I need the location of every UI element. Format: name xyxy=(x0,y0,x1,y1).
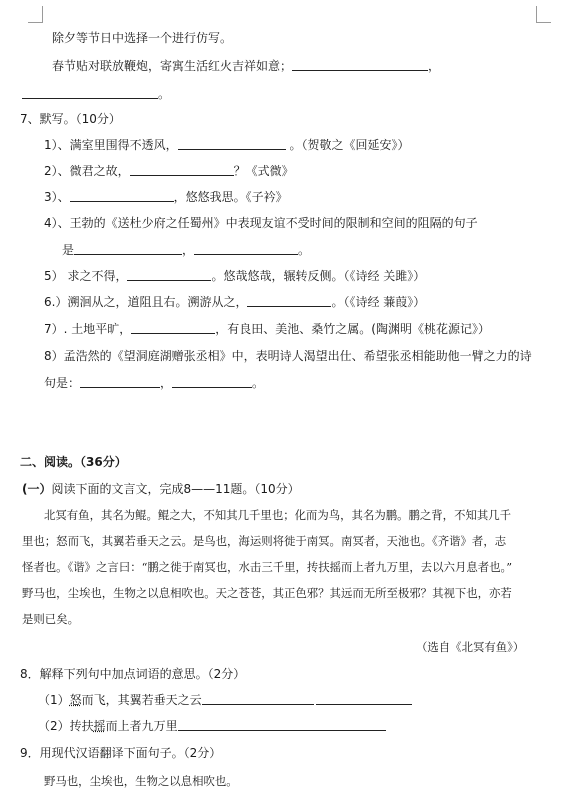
passage-source: （选自《北冥有鱼》） xyxy=(416,640,525,654)
passage-line-3: 怪者也。《谐》之言曰：“鹏之徙于南冥也，水击三千里，抟扶摇而上者九万里，去以六月息者也。” xyxy=(22,560,513,574)
q8-item-2: （2）抟扶摇而上者九万里 xyxy=(38,718,386,734)
answer-blank[interactable] xyxy=(178,137,286,150)
answer-blank[interactable] xyxy=(131,321,215,334)
q8-item-1: （1）怒而飞，其翼若垂天之云 xyxy=(38,692,412,708)
margin-corner-mark-right xyxy=(536,6,551,23)
answer-blank[interactable] xyxy=(80,375,160,388)
reading-heading: 二、阅读。（36分） xyxy=(20,455,127,469)
answer-blank[interactable] xyxy=(194,242,298,255)
q7-item-2: 2）、微君之故， ？《式微》 xyxy=(44,164,294,178)
q7-item-1: 1）、满室里围得不透风， 。（贺敬之《回延安》） xyxy=(44,138,410,152)
reading-subheading: (一）阅读下面的文言文，完成8——11题。（10分） xyxy=(22,482,300,496)
passage-line-5: 是则已矣。 xyxy=(22,612,79,626)
imitation-continuation: 。 xyxy=(22,86,170,102)
passage-line-1: 北冥有鱼，其名为鲲。鲲之大，不知其几千里也；化而为鸟，其名为鹏。鹏之背，不知其几千 xyxy=(44,508,512,522)
q8-title: 8．解释下列句中加点词语的意思。（2分） xyxy=(20,667,246,681)
dotted-word: 摇 xyxy=(93,719,106,733)
passage-line-4: 野马也，尘埃也，生物之以息相吹也。天之苍苍，其正色邪？其远而无所至极邪？其视下也，亦若 xyxy=(22,586,512,600)
answer-blank[interactable] xyxy=(316,692,412,705)
q9-sentence: 野马也，尘埃也，生物之以息相吹也。 xyxy=(44,774,238,788)
margin-corner-mark-left xyxy=(28,6,43,23)
q7-item-3: 3）、 ，悠悠我思。《子衿》 xyxy=(44,190,288,204)
answer-blank[interactable] xyxy=(130,163,234,176)
q7-item-5: 5） 求之不得， 。悠哉悠哉，辗转反侧。（《诗经 关雎》） xyxy=(44,269,426,283)
answer-blank[interactable] xyxy=(22,86,158,99)
answer-blank[interactable] xyxy=(70,189,174,202)
q7-item-8: 8）孟浩然的《望洞庭湖赠张丞相》中，表明诗人渴望出仕、希望张丞相能助他一臂之力的诗 xyxy=(44,349,532,363)
answer-blank[interactable] xyxy=(178,718,386,731)
answer-blank[interactable] xyxy=(202,692,314,705)
imitation-instruction: 除夕等节日中选择一个进行仿写。 xyxy=(52,31,233,45)
answer-blank[interactable] xyxy=(247,294,331,307)
q7-item-7: 7）. 土地平旷， ，有良田、美池、桑竹之属。(陶渊明《桃花源记》） xyxy=(44,322,490,336)
q7-item-4: 4）、王勃的《送杜少府之任蜀州》中表现友谊不受时间的限制和空间的阻隔的句子 xyxy=(44,216,478,230)
answer-blank[interactable] xyxy=(172,375,252,388)
answer-blank[interactable] xyxy=(74,242,182,255)
q7-item-6: 6.）溯洄从之，道阻且右。溯游从之， 。（《诗经 蒹葭》） xyxy=(44,295,426,309)
q7-title: 7、默写。（10分） xyxy=(20,112,121,126)
q9-title: 9．用现代汉语翻译下面句子。（2分） xyxy=(20,746,222,760)
imitation-example: 春节贴对联放鞭炮，寄寓生活红火吉祥如意； ， xyxy=(52,59,441,73)
q7-item-4-answer: 是 ， 。 xyxy=(62,243,311,257)
answer-blank[interactable] xyxy=(127,268,211,281)
answer-blank[interactable] xyxy=(292,58,428,71)
passage-line-2: 里也；怒而飞，其翼若垂天之云。是鸟也，海运则将徙于南冥。南冥者，天池也。《齐谐》者，志 xyxy=(22,534,507,548)
dotted-word: 怒 xyxy=(69,693,82,707)
q7-item-8-answer: 句是： ， 。 xyxy=(44,376,265,390)
